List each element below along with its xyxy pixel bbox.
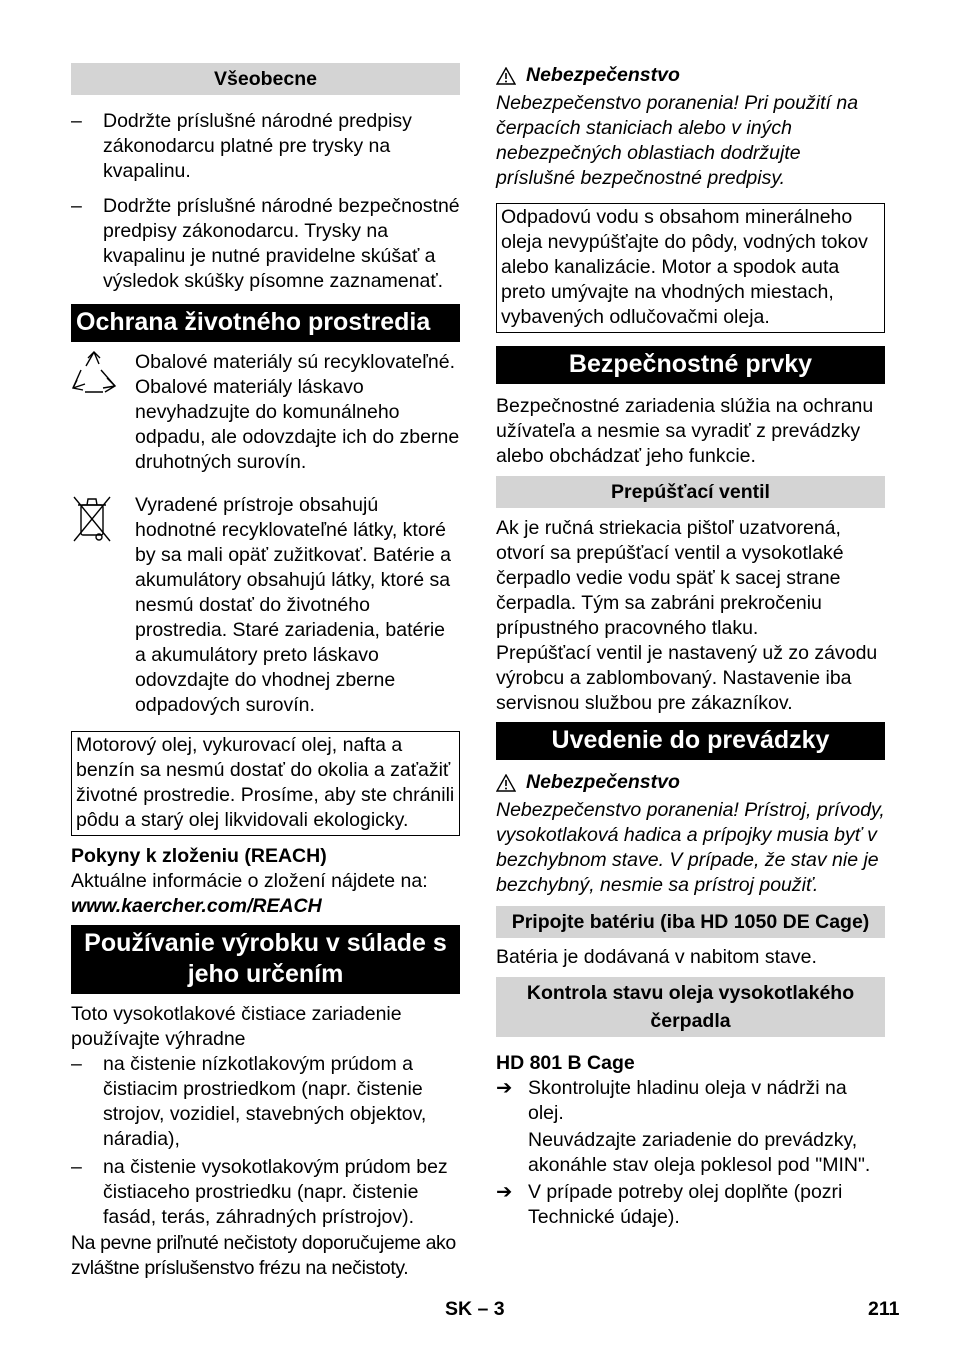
danger-text-1: Nebezpečenstvo poranenia! Pri použití na čerpacích staniciach alebo v iných nebezpečných oblastiach dodržujte príslušné bezpečnostné predpisy. bbox=[496, 92, 859, 189]
valve-text-1: Ak je ručná striekacia pištoľ uzatvorená, otvorí sa prepúšťací ventil a vysokotlaké čerpadlo vedie vodu späť k sacej strane čerpadla. Tým sa zabráni prekročeniu prípustného pracovného tlaku. bbox=[496, 517, 844, 639]
arrow-right-icon: ➔ bbox=[496, 1181, 513, 1203]
valve-text-2: Prepúšťací ventil je nastavený už zo závodu výrobcu a zablombovaný. Nastavenie iba servisnou službou pre zákazníkov. bbox=[496, 642, 878, 714]
warning-triangle-icon bbox=[496, 67, 516, 85]
list-item: – na čistenie nízkotlakovým prúdom a čistiacim prostriedkom (napr. čistenie strojov, vozidiel, stavebných objektov, náradia), bbox=[71, 1053, 427, 1150]
heading-startup: Uvedenie do prevádzky bbox=[496, 722, 885, 760]
arrow-right-icon: ➔ bbox=[496, 1077, 513, 1099]
list-item: – Dodržte príslušné národné bezpečnostné predpisy zákonodarcu. Trysky na kvapalinu je nutné pravidelne skúšať a výsledok skúšky písomne zaznamenať. bbox=[71, 195, 460, 292]
weee-text: Vyradené prístroje obsahujú hodnotné recyklovateľné látky, ktoré by sa mali opäť zužitkovať. Batérie a akumulátory obsahujú látky, ktoré sa nesmú dostať do životného prostredia. Staré zariadenia, batérie a akumulátory preto láskavo odovzdajte do vhodnej zberne odpadových surovín. bbox=[135, 494, 451, 716]
oil-steps bbox=[496, 1076, 885, 1230]
battery-text: Batéria je dodávaná v nabitom stave. bbox=[496, 946, 817, 968]
danger-title-2: Nebezpečenstvo bbox=[496, 770, 885, 795]
heading-safety: Bezpečnostné prvky bbox=[496, 346, 885, 384]
left-column bbox=[71, 63, 460, 1281]
waste-water-box: Odpadovú vodu s obsahom minerálneho oleja nevypúšťajte do pôdy, vodných tokov alebo kanalizácie. Motor a spodok auta preto umývajte na vhodných miestach, vybavených odlučovačmi oleja. bbox=[496, 203, 885, 333]
footer-section: SK – 3 bbox=[445, 1298, 505, 1320]
heading-battery: Pripojte batériu (iba HD 1050 DE Cage) bbox=[496, 906, 885, 938]
recycle-text: Obalové materiály sú recyklovateľné. Obalové materiály láskavo nevyhadzujte do komunálneho odpadu, ale odovzdajte ich do zberne druhotných surovín. bbox=[135, 351, 460, 473]
safety-text: Bezpečnostné zariadenia slúžia na ochranu užívateľa a nesmie sa vyradiť z prevádzky alebo obchádzať jeho funkcie. bbox=[496, 395, 874, 467]
crossed-bin-icon bbox=[71, 493, 135, 718]
heading-oil-check: Kontrola stavu oleja vysokotlakého čerpadla bbox=[496, 977, 885, 1037]
danger-text-2: Nebezpečenstvo poranenia! Prístroj, prívody, vysokotlaková hadica a prípojky musia byť v bezchybnom stave. V prípade, že stav nie je bezchybný, nesmie sa prístroj použiť. bbox=[496, 799, 885, 896]
usage-intro: Toto vysokotlakové čistiace zariadenie používajte výhradne bbox=[71, 1003, 402, 1050]
recycle-block bbox=[71, 350, 460, 475]
list-item: ➔ V prípade potreby olej doplňte (pozri Technické údaje). bbox=[496, 1181, 843, 1228]
list-item: – na čistenie vysokotlakovým prúdom bez čistiaceho prostriedku (napr. čistenie fasád, terás, záhradných prístrojov). bbox=[71, 1156, 448, 1228]
page-number: 211 bbox=[868, 1298, 900, 1320]
warning-triangle-icon bbox=[496, 774, 516, 792]
oil-note: Neuvádzajte zariadenie do prevádzky, akonáhle stav oleja poklesol pod "MIN". bbox=[528, 1129, 871, 1176]
list-item: ➔ Skontrolujte hladinu oleja v nádrži na olej. Neuvádzajte zariadenie do prevádzky, akonáhle stav oleja poklesol pod "MIN". bbox=[496, 1076, 885, 1178]
reach-title: Pokyny k zloženiu (REACH) bbox=[71, 845, 327, 867]
weee-block bbox=[71, 493, 460, 718]
usage-note: Na pevne priľnuté nečistoty doporučujeme ako zvláštne príslušenstvo frézu na nečistoty. bbox=[71, 1232, 456, 1279]
heading-valve: Prepúšťací ventil bbox=[496, 476, 885, 508]
oil-warning-box: Motorový olej, vykurovací olej, nafta a benzín sa nesmú dostať do okolia a zaťažiť životné prostredie. Prosíme, aby ste chránili pôdu a starý olej likvidovali ekologicky. bbox=[71, 731, 460, 836]
list-item: – Dodržte príslušné národné predpisy zákonodarcu platné pre trysky na kvapalinu. bbox=[71, 110, 412, 182]
oil-model: HD 801 B Cage bbox=[496, 1052, 635, 1074]
danger-title-1: Nebezpečenstvo bbox=[496, 63, 885, 88]
usage-list bbox=[71, 1052, 460, 1230]
heading-usage: Používanie výrobku v súlade s jeho určením bbox=[71, 925, 460, 994]
reach-text: Aktuálne informácie o zložení nájdete na: bbox=[71, 870, 428, 892]
heading-environment: Ochrana životného prostredia bbox=[71, 304, 460, 342]
reach-link[interactable]: www.kaercher.com/REACH bbox=[71, 895, 322, 917]
heading-general: Všeobecne bbox=[71, 63, 460, 95]
general-list bbox=[71, 109, 460, 294]
recycle-icon bbox=[71, 350, 135, 475]
right-column bbox=[496, 63, 885, 1230]
